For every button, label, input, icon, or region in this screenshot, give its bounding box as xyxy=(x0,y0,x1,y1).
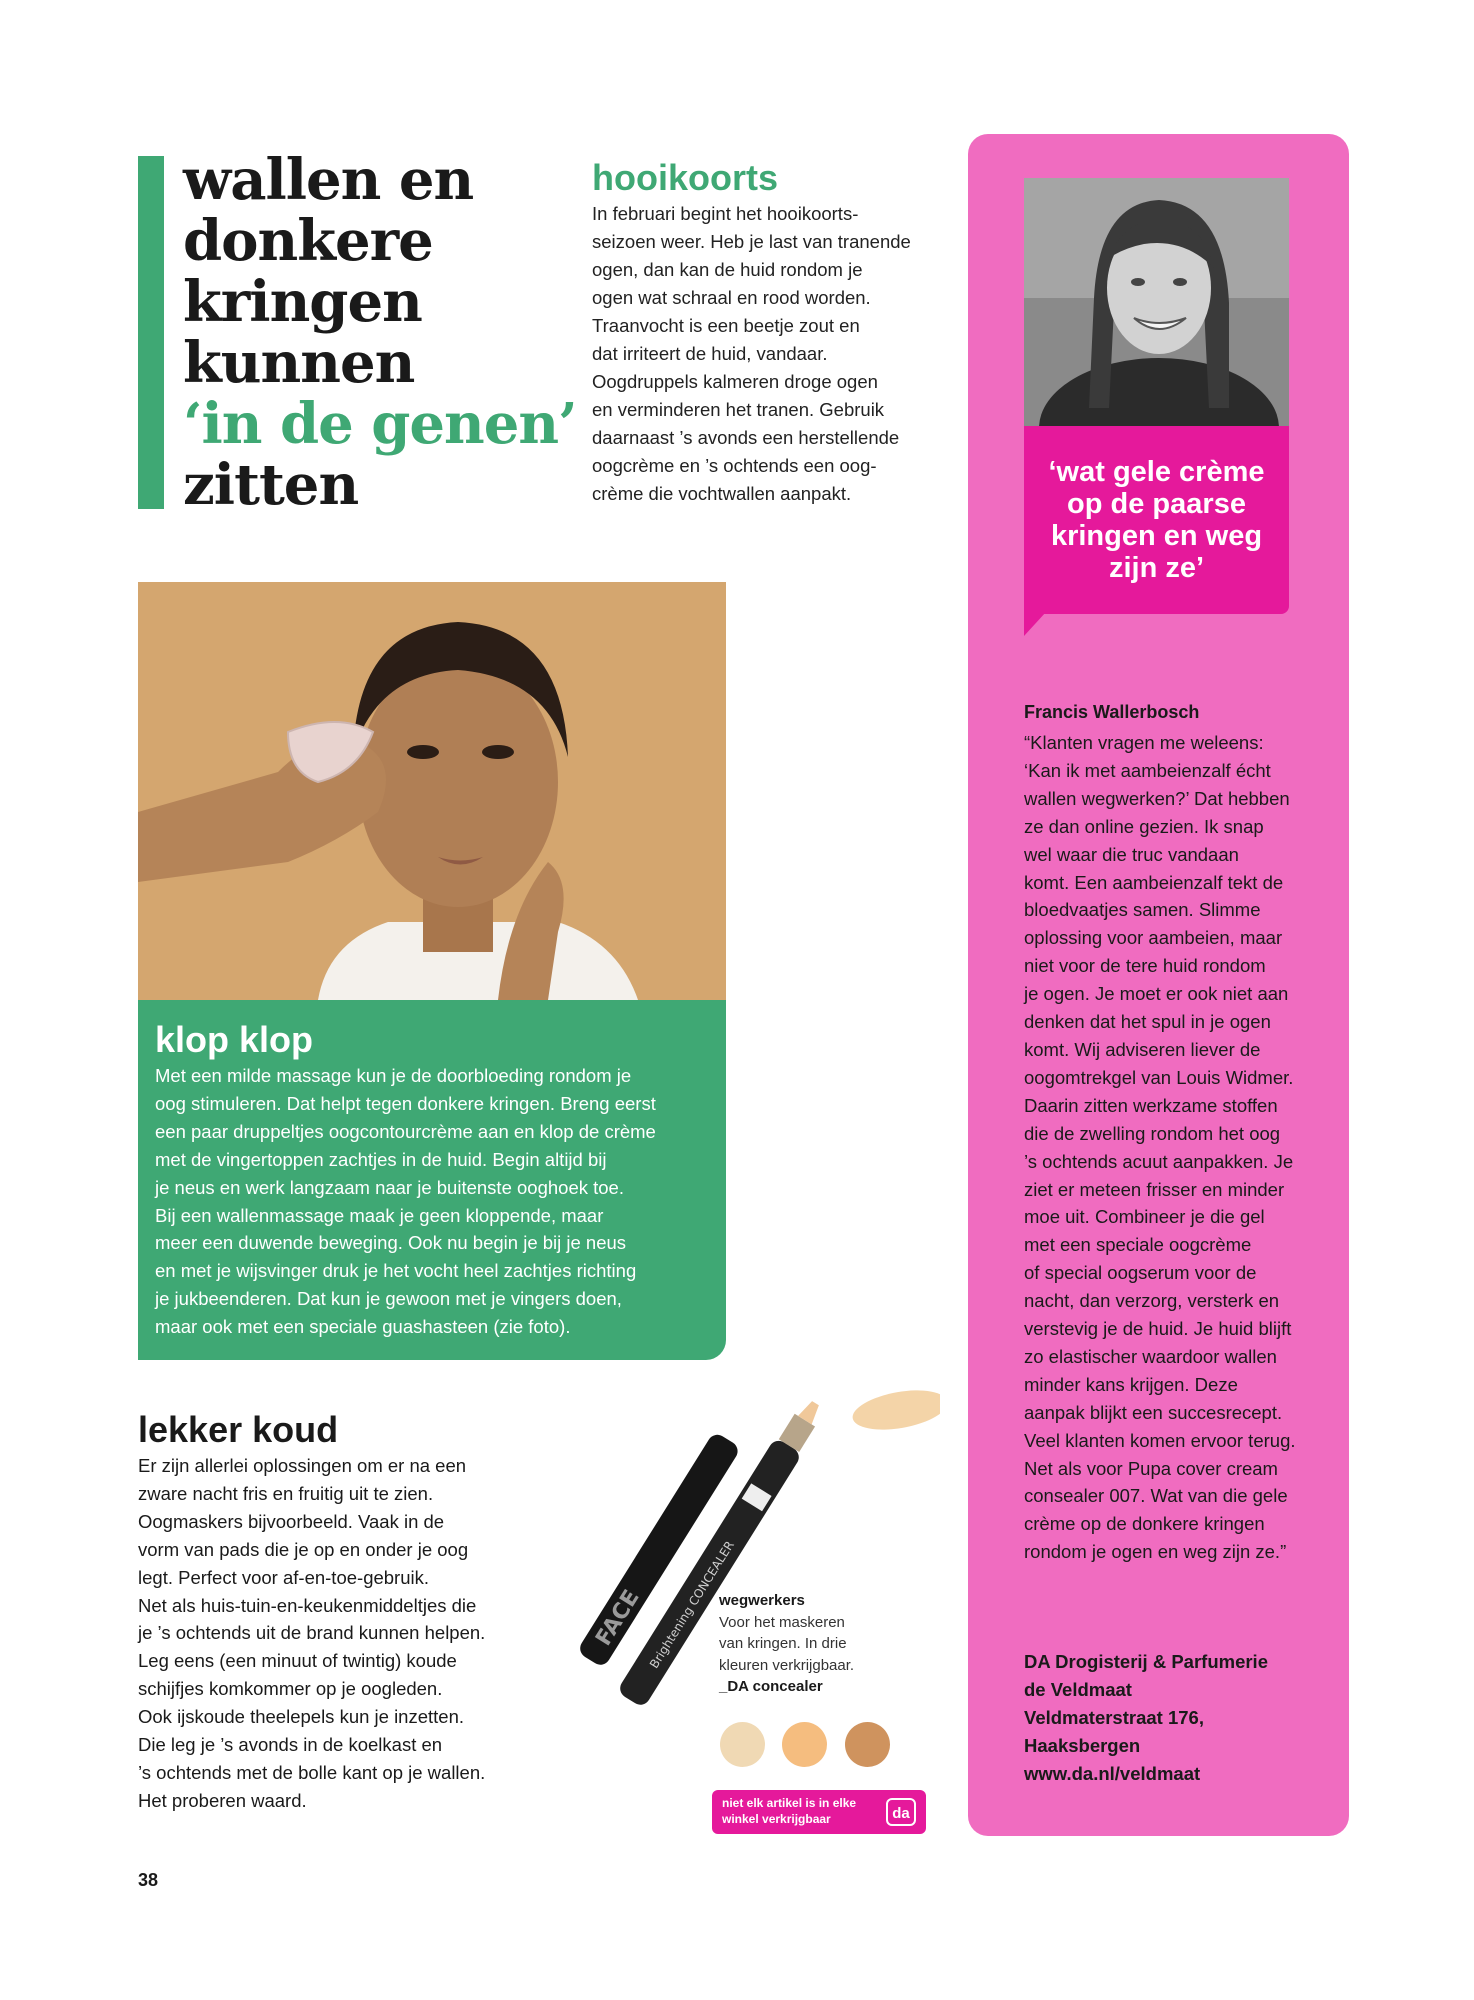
headline-line: donkere xyxy=(183,208,433,274)
hooikoorts-text xyxy=(592,200,937,508)
text-line: ziet er meteen frisser en minder xyxy=(1024,1178,1285,1200)
text-line: schijfjes komkommer op je oogleden. xyxy=(138,1678,443,1700)
text-line: daarnaast ’s avonds een herstellende xyxy=(592,427,900,448)
text-line: oogomtrekgel van Louis Widmer. xyxy=(1024,1066,1294,1088)
text-line: en verminderen het tranen. Gebruik xyxy=(592,399,885,420)
quote-line: op de paarse xyxy=(1067,488,1246,520)
text-line: Oogmaskers bijvoorbeeld. Vaak in de xyxy=(138,1510,445,1532)
text-line: dat irriteert de huid, vandaar. xyxy=(592,343,828,364)
text-line: bloedvaatjes samen. Slimme xyxy=(1024,899,1261,921)
color-swatch-light xyxy=(720,1722,765,1767)
text-line: wel waar die truc vandaan xyxy=(1024,843,1239,865)
quote-line: ‘wat gele crème xyxy=(1048,456,1265,488)
text-line: ze dan online gezien. Ik snap xyxy=(1024,815,1264,837)
product-caption-title: wegwerkers xyxy=(719,1592,805,1609)
headline-line: kringen xyxy=(183,269,422,335)
text-line: seizoen weer. Heb je last van tranende xyxy=(592,231,911,252)
expert-portrait-photo xyxy=(1024,178,1289,426)
text-line: niet voor de tere huid rondom xyxy=(1024,955,1266,977)
text-line: crème op de donkere kringen xyxy=(1024,1513,1265,1535)
text-line: met een speciale oogcrème xyxy=(1024,1234,1252,1256)
headline-line: kunnen xyxy=(183,330,415,396)
text-line: je neus en werk langzaam naar je buitenste ooghoek toe. xyxy=(155,1176,624,1198)
text-line: Oogdruppels kalmeren droge ogen xyxy=(592,371,878,392)
product-caption-line: Voor het maskeren xyxy=(719,1613,845,1631)
text-line: komt. Een aambeienzalf tekt de xyxy=(1024,871,1284,893)
store-website-link[interactable]: www.da.nl/veldmaat xyxy=(1024,1763,1201,1784)
text-line: oog stimuleren. Dat helpt tegen donkere kringen. Breng eerst xyxy=(155,1092,656,1114)
text-line: Veel klanten komen ervoor terug. xyxy=(1024,1429,1296,1451)
expert-body-text xyxy=(1024,729,1324,1566)
text-line: ogen, dan kan de huid rondom je xyxy=(592,259,863,280)
text-line: zware nacht fris en fruitig uit te zien. xyxy=(138,1482,434,1504)
store-address xyxy=(1024,1648,1324,1788)
text-line: oplossing voor aambeien, maar xyxy=(1024,927,1283,949)
text-line: denken dat het spul in je ogen xyxy=(1024,1011,1271,1033)
text-line: Leg eens (een minuut of twintig) koude xyxy=(138,1650,457,1672)
color-swatch-dark xyxy=(845,1722,890,1767)
text-line: je ogen. Je moet er ook niet aan xyxy=(1024,983,1289,1005)
text-line: Met een milde massage kun je de doorbloeding rondom je xyxy=(155,1065,632,1086)
gua-sha-massage-photo xyxy=(138,582,726,1000)
text-line: komt. Wij adviseren liever de xyxy=(1024,1038,1261,1060)
text-line: je ’s ochtends uit de brand kunnen helpen. xyxy=(138,1622,486,1644)
headline-line-highlight: ‘in de genen’ xyxy=(183,391,577,457)
badge-line: winkel verkrijgbaar xyxy=(722,1812,831,1826)
text-line: ‘Kan ik met aambeienzalf écht xyxy=(1024,759,1271,781)
text-line: ’s ochtends met de bolle kant op je wallen. xyxy=(138,1761,486,1783)
hooikoorts-title: hooikoorts xyxy=(592,157,778,198)
text-line: Traanvocht is een beetje zout en xyxy=(592,315,860,336)
text-line: die de zwelling rondom het oog xyxy=(1024,1122,1281,1144)
text-line: een paar druppeltjes oogcontourcrème aan en klop de crème xyxy=(155,1120,656,1142)
text-line: aanpak blijkt een succesrecept. xyxy=(1024,1401,1283,1423)
text-line: Daarin zitten werkzame stoffen xyxy=(1024,1094,1278,1116)
text-line: Er zijn allerlei oplossingen om er na een xyxy=(138,1455,467,1476)
product-caption xyxy=(719,1590,909,1698)
text-line: wallen wegwerken?’ Dat hebben xyxy=(1024,787,1290,809)
text-line: nacht, dan verzorg, versterk en xyxy=(1024,1290,1280,1312)
text-line: “Klanten vragen me weleens: xyxy=(1024,732,1264,753)
headline-line: zitten xyxy=(183,452,359,518)
address-line: Veldmaterstraat 176, xyxy=(1024,1707,1204,1728)
text-line: Bij een wallenmassage maak je geen kloppende, maar xyxy=(155,1204,604,1226)
text-line: ’s ochtends acuut aanpakken. Je xyxy=(1024,1150,1294,1172)
text-line: Net als voor Pupa cover cream xyxy=(1024,1457,1278,1479)
text-line: verstevig je de huid. Je huid blijft xyxy=(1024,1318,1292,1340)
quote-bubble-tail xyxy=(1024,612,1046,636)
headline xyxy=(183,147,577,518)
product-caption-credit: _DA concealer xyxy=(719,1678,823,1695)
address-line: Haaksbergen xyxy=(1024,1735,1141,1756)
color-swatch-medium xyxy=(782,1722,827,1767)
da-logo: da xyxy=(886,1798,916,1826)
pen-label: Brightening CONCEALER xyxy=(646,1538,737,1671)
quote-line: kringen en weg xyxy=(1050,520,1263,552)
text-line: Net als huis-tuin-en-keukenmiddeltjes die xyxy=(138,1594,477,1616)
expert-name: Francis Wallerbosch xyxy=(1024,702,1200,722)
text-line: moe uit. Combineer je die gel xyxy=(1024,1206,1265,1228)
text-line: met de vingertoppen zachtjes in de huid. Begin altijd bij xyxy=(155,1148,607,1170)
headline-line: wallen en xyxy=(183,147,474,213)
availability-badge-text xyxy=(722,1795,882,1827)
text-line: In februari begint het hooikoorts- xyxy=(592,203,859,224)
headline-accent-bar xyxy=(138,156,164,509)
text-line: maar ook met een speciale guashasteen (zie foto). xyxy=(155,1316,571,1338)
pen-brand-label: FACE xyxy=(591,1585,645,1651)
text-line: consealer 007. Wat van die gele xyxy=(1024,1485,1288,1507)
text-line: legt. Perfect voor af-en-toe-gebruik. xyxy=(138,1566,430,1588)
text-line: meer een duwende beweging. Ook nu begin je bij je neus xyxy=(155,1232,627,1254)
quote-line: zijn ze’ xyxy=(1108,552,1205,584)
expert-quote xyxy=(1024,456,1289,584)
text-line: Ook ijskoude theelepels kun je inzetten. xyxy=(138,1706,465,1728)
text-line: of special oogserum voor de xyxy=(1024,1262,1257,1284)
text-line: je jukbeenderen. Dat kun je gewoon met je vingers doen, xyxy=(155,1288,622,1310)
text-line: vorm van pads die je op en onder je oog xyxy=(138,1538,469,1560)
lekker-koud-title: lekker koud xyxy=(138,1409,339,1450)
address-line: de Veldmaat xyxy=(1024,1679,1132,1700)
product-caption-line: kleuren verkrijgbaar. xyxy=(719,1656,855,1674)
lekker-koud-text xyxy=(138,1452,538,1815)
klop-klop-text xyxy=(155,1062,715,1341)
product-caption-line: van kringen. In drie xyxy=(719,1635,847,1652)
text-line: oogcrème en ’s ochtends een oog- xyxy=(592,455,877,476)
text-line: ogen wat schraal en rood worden. xyxy=(592,287,871,308)
text-line: Die leg je ’s avonds in de koelkast en xyxy=(138,1734,443,1756)
page-number: 38 xyxy=(138,1870,159,1890)
text-line: Het proberen waard. xyxy=(138,1789,307,1811)
text-line: crème die vochtwallen aanpakt. xyxy=(592,483,852,504)
text-line: minder kans krijgen. Deze xyxy=(1024,1373,1238,1395)
concealer-swipe xyxy=(850,1384,940,1436)
badge-line: niet elk artikel is in elke xyxy=(722,1796,857,1810)
text-line: zo elastischer waardoor wallen xyxy=(1024,1345,1277,1367)
klop-klop-title: klop klop xyxy=(155,1019,314,1060)
address-line: DA Drogisterij & Parfumerie xyxy=(1024,1651,1268,1672)
text-line: en met je wijsvinger druk je het vocht heel zachtjes richting xyxy=(155,1260,637,1282)
text-line: rondom je ogen en weg zijn ze.” xyxy=(1024,1541,1287,1563)
